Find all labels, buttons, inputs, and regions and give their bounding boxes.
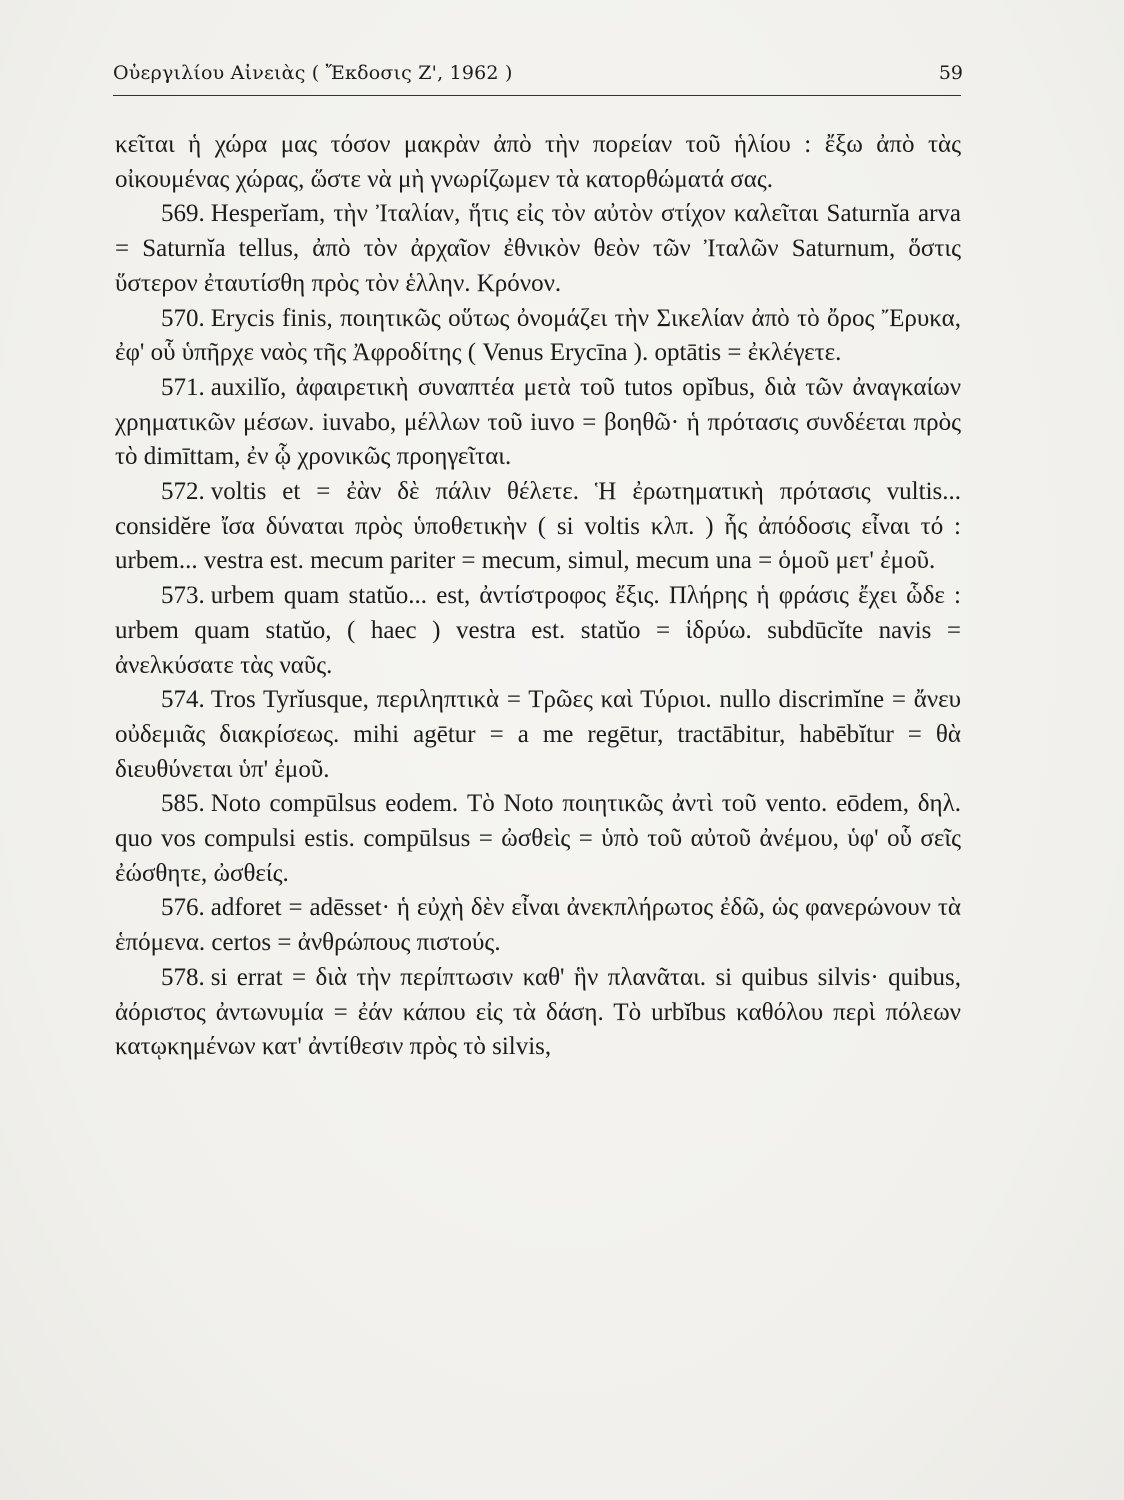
commentary-entry-576 [115, 891, 961, 960]
paragraph-text: urbem quam statŭo... est, ἀντίστροφος ἔξις. Πλήρης ἡ φράσις ἔχει ὧδε : urbem quam statŭo, ( haec ) vestra est. statŭo = ἱδρύω. subdūcĭte navis = ἀνελκύσατε τὰς ναῦς. [115, 582, 961, 679]
commentary-entry-571 [115, 371, 961, 475]
header-rule [113, 95, 961, 96]
line-number: 569. [161, 200, 205, 228]
paragraph-text: Tros Tyrĭusque, περιληπτικὰ = Τρῶες καὶ Τύριοι. nullo discrimĭne = ἄνευ οὐδεμιᾶς διακρίσεως. mihi agētur = a me regētur, tractābitur, habēbĭtur = θὰ διευθύνεται ὑπ' ἐμοῦ. [115, 686, 961, 783]
commentary-entry-578 [115, 961, 961, 1065]
running-title: Οὐεργιλίου Αἰνειὰς ( Ἔκδοσις Ζ', 1962 ) [113, 62, 513, 84]
line-number: 576. [161, 894, 205, 922]
commentary-entry-570 [115, 302, 961, 371]
commentary-entry-573 [115, 579, 961, 683]
line-number: 578. [161, 963, 205, 991]
commentary-entry-572 [115, 475, 961, 579]
paragraph-text: κεῖται ἡ χώρα μας τόσον μακρὰν ἀπὸ τὴν πορείαν τοῦ ἡλίου : ἔξω ἀπὸ τὰς οἰκουμένας χώρας, ὥστε νὰ μὴ γνωρίζωμεν τὰ κατορθώματά σας. [115, 131, 961, 193]
paragraph-text: auxilĭo, ἀφαιρετικὴ συναπτέα μετὰ τοῦ tutos opĭbus, διὰ τῶν ἀναγκαίων χρηματικῶν μέσων. iuvabo, μέλλων τοῦ iuvo = βοηθῶ· ἡ πρότασις συνδέεται πρὸς τὸ dimīttam, ἐν ᾧ χρονικῶς προηγεῖται. [115, 373, 962, 471]
page-number: 59 [938, 62, 963, 84]
commentary-entry-574 [115, 683, 961, 787]
line-number: 571. [161, 373, 205, 401]
line-number: 585. [161, 790, 205, 818]
paragraph-text: voltis et = ἐὰν δὲ πάλιν θέλετε. Ἡ ἐρωτηματικὴ πρότασις vultis... considĕre ἴσα δύναται πρὸς ὑποθετικὴν ( si voltis κλπ. ) ἧς ἀπόδοσις εἶναι τό : urbem... vestra est. mecum pariter = mecum, simul, mecum una = ὁμοῦ μετ' ἐμοῦ. [115, 478, 961, 575]
commentary-text [115, 128, 961, 1065]
line-number: 574. [161, 686, 205, 714]
line-number: 572. [161, 478, 205, 506]
commentary-entry-585 [115, 787, 961, 891]
commentary-entry-569 [115, 197, 961, 301]
paragraph-text: Noto compūlsus eodem. Τὸ Noto ποιητικῶς ἀντὶ τοῦ vento. eōdem, δηλ. quo vos compulsi estis. compūlsus = ὠσθεὶς = ὑπὸ τοῦ αὐτοῦ ἀνέμου, ὑφ' οὗ σεῖς ἐώσθητε, ὠσθείς. [115, 790, 961, 887]
paragraph-text: Erycis finis, ποιητικῶς οὕτως ὀνομάζει τὴν Σικελίαν ἀπὸ τὸ ὄρος Ἔρυκα, ἐφ' οὗ ὑπῆρχε ναὸς τῆς Ἀφροδίτης ( Venus Erycīna ). optātis = ἐκλέγετε. [115, 304, 961, 367]
paragraph-text: si errat = διὰ τὴν περίπτωσιν καθ' ἣν πλανᾶται. si quibus silvis· quibus, ἀόριστος ἀντωνυμία = ἐάν κάπου εἰς τὰ δάση. Τὸ urbĭbus καθόλου περὶ πόλεων κατῳκημένων κατ' ἀντίθεσιν πρὸς τὸ silvis, [115, 963, 961, 1061]
paragraph-text: adforet = adēsset· ἡ εὐχὴ δὲν εἶναι ἀνεκπλήρωτος ἐδῶ, ὡς φανερώνουν τὰ ἑπόμενα. certos = ἀνθρώπους πιστούς. [115, 894, 961, 957]
line-number: 573. [161, 582, 205, 610]
paragraph-continuation [115, 128, 961, 197]
line-number: 570. [161, 304, 205, 332]
running-header [113, 60, 963, 90]
paragraph-text: Hesperĭam, τὴν Ἰταλίαν, ἥτις εἰς τὸν αὐτὸν στίχον καλεῖται Saturnĭa arva = Saturnĭa tellus, ἀπὸ τὸν ἀρχαῖον ἐθνικὸν θεὸν τῶν Ἰταλῶν Saturnum, ὅστις ὕστερον ἐταυτίσθη πρὸς τὸν ἑλλην. Κρόνον. [115, 200, 961, 297]
